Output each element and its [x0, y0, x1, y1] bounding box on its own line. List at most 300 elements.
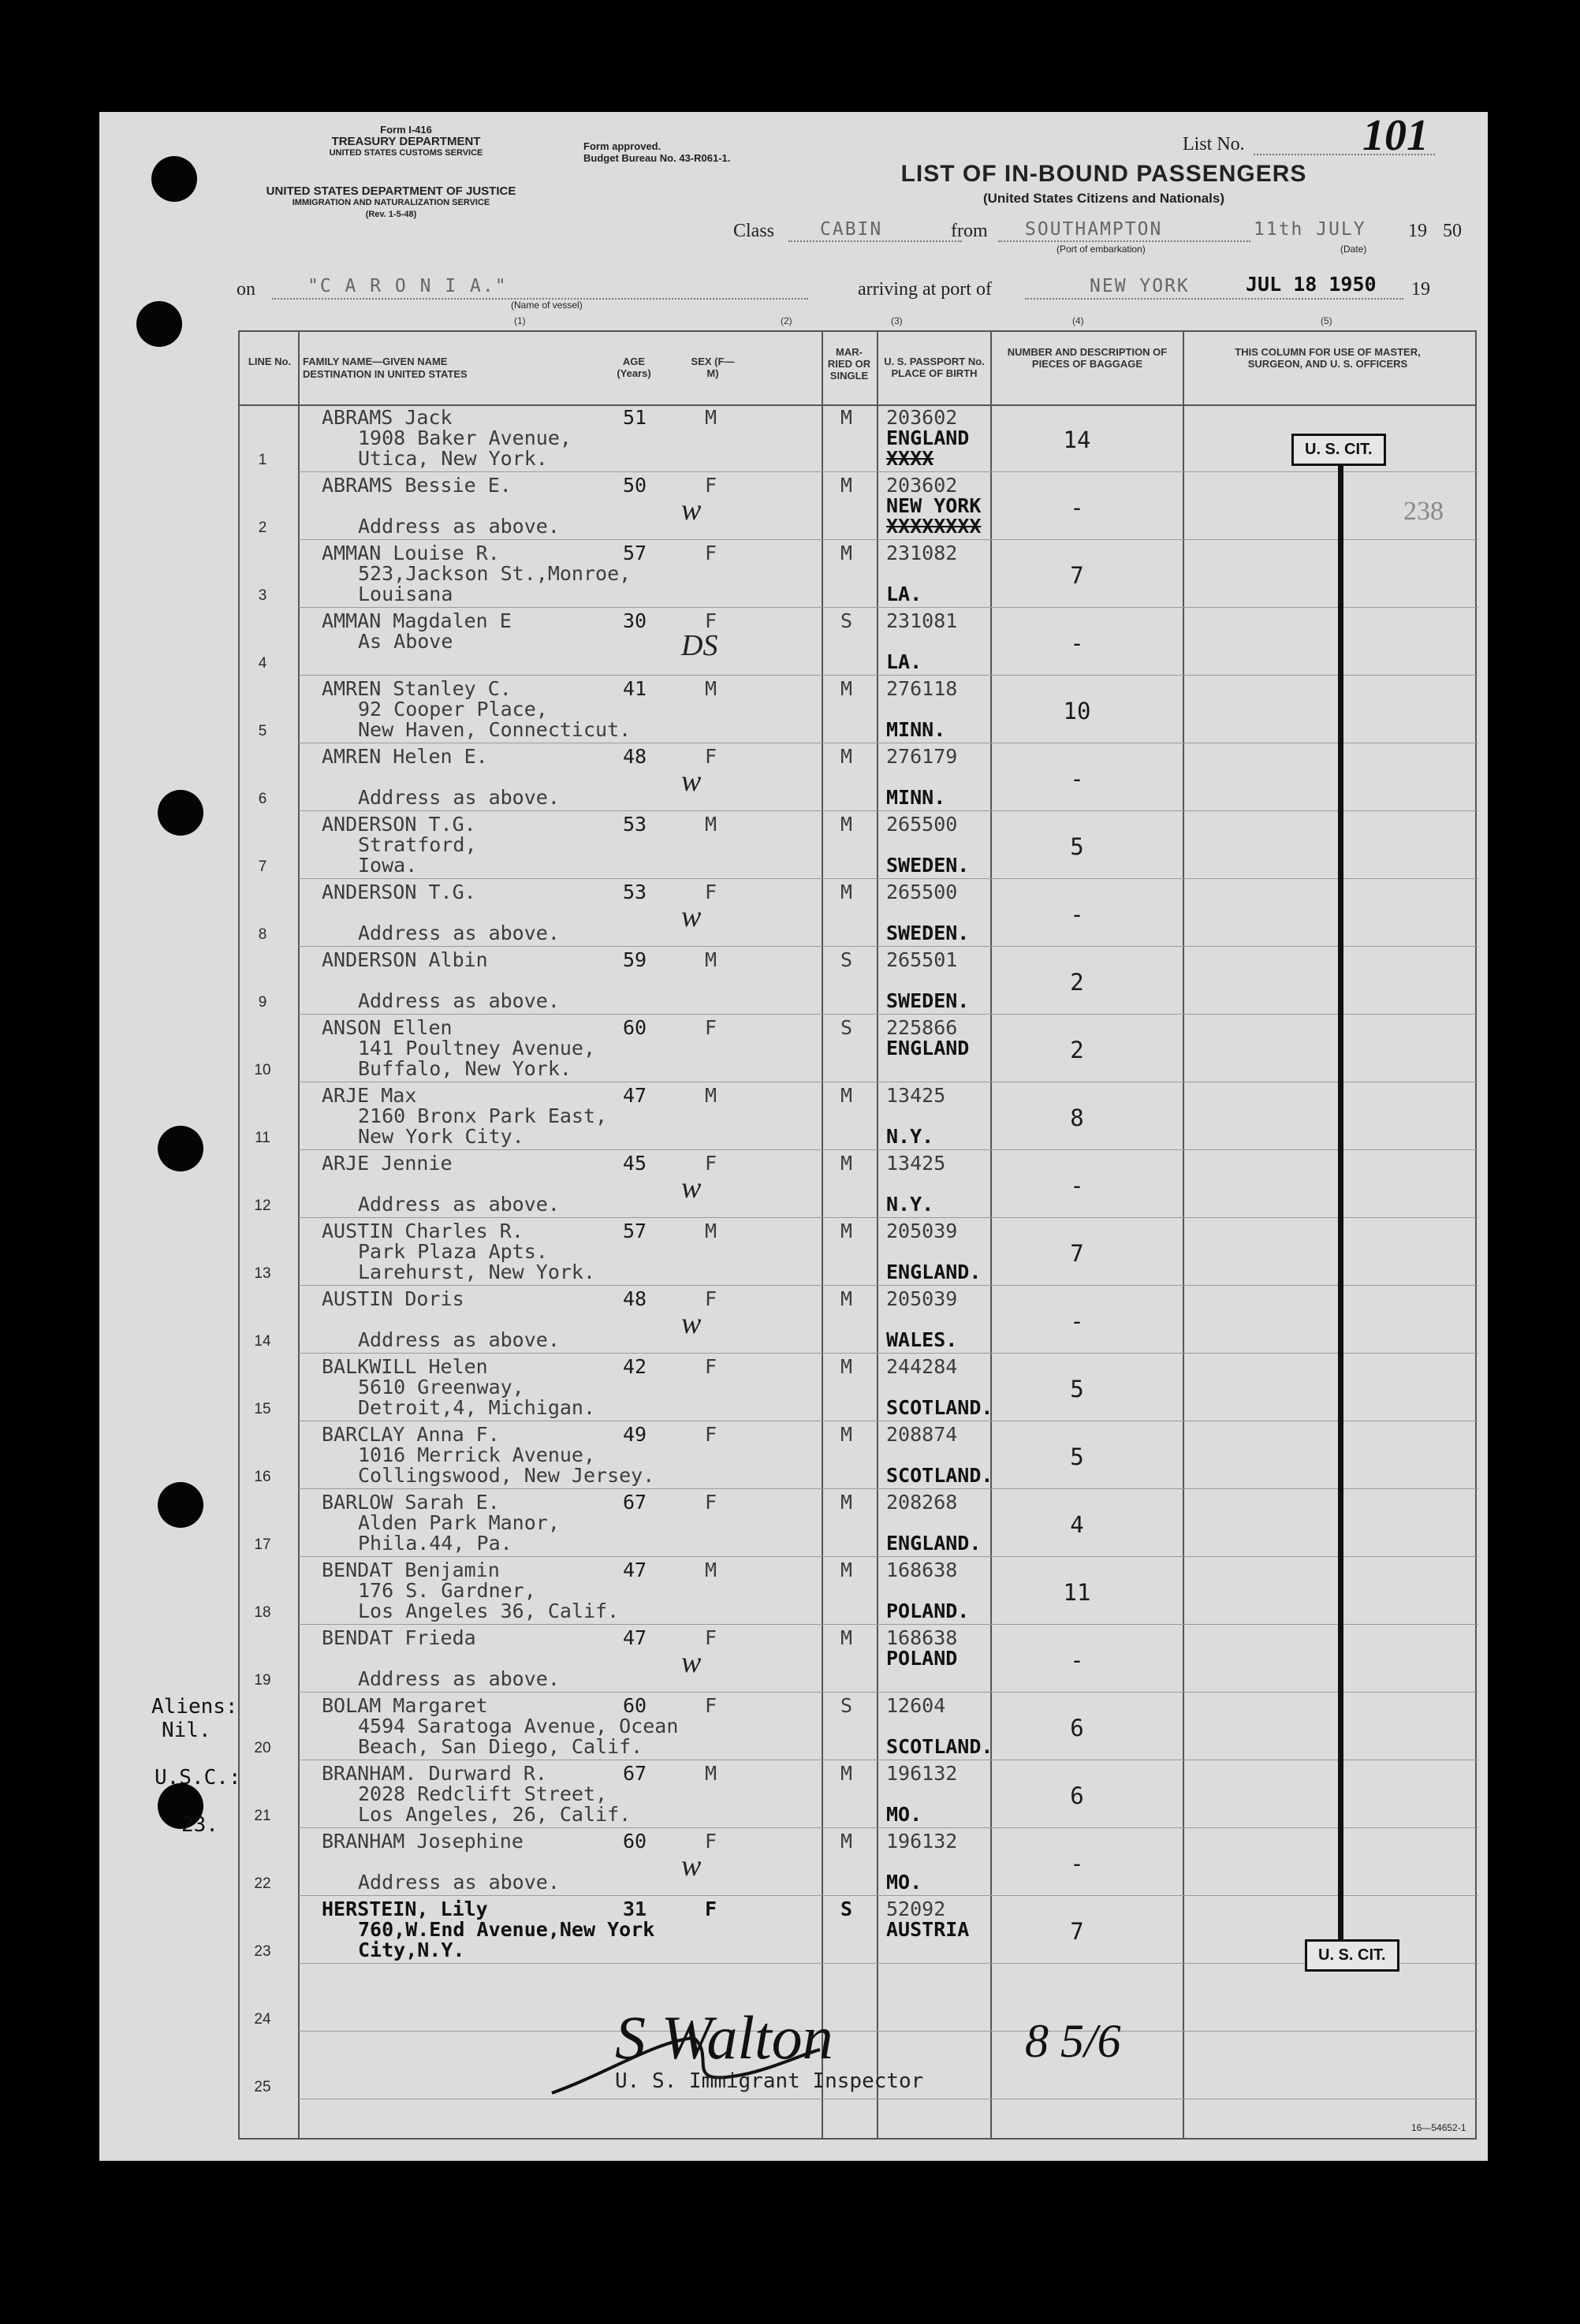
- usc-count: 23.: [181, 1813, 218, 1837]
- passenger-age: 60: [623, 1694, 647, 1717]
- passenger-age: 57: [623, 1220, 647, 1242]
- from-label: from: [951, 221, 988, 241]
- marital-status: M: [840, 1152, 853, 1175]
- passenger-name: BRANHAM Josephine: [322, 1830, 524, 1853]
- col-baggage: NUMBER AND DESCRIPTION OF PIECES OF BAGGAGE: [1007, 346, 1168, 370]
- passenger-age: 48: [623, 1287, 647, 1310]
- document-subtitle: (United States Citizens and Nationals): [982, 191, 1225, 206]
- passenger-name: ABRAMS Bessie E.: [322, 474, 512, 497]
- address-line-2: Address as above.: [358, 1667, 560, 1690]
- passenger-name: AMMAN Louise R.: [322, 542, 500, 564]
- col-family-name: FAMILY NAME—GIVEN NAME: [303, 356, 448, 367]
- passenger-age: 42: [623, 1355, 647, 1378]
- handwritten-mark: w: [681, 1307, 702, 1340]
- passport-number: 265500: [886, 881, 958, 903]
- arriving-label: arriving at port of: [858, 279, 992, 300]
- col-passport: U. S. PASSPORT No. PLACE OF BIRTH: [884, 356, 985, 379]
- place-of-birth: POLAND.: [886, 1600, 970, 1622]
- passenger-sex: M: [705, 1220, 717, 1242]
- baggage-count: 5: [1070, 833, 1084, 860]
- line-number: 16: [254, 1469, 271, 1485]
- form-number: Form I-416: [380, 124, 432, 136]
- baggage-count: -: [1070, 494, 1084, 521]
- table-row: [240, 1828, 1478, 1896]
- col-number: (3): [891, 315, 903, 326]
- passenger-sex: M: [705, 813, 717, 836]
- baggage-count: 6: [1070, 1782, 1084, 1809]
- marital-status: M: [840, 1287, 853, 1310]
- col-age: AGE (Years): [617, 356, 651, 379]
- baggage-count: 6: [1070, 1715, 1084, 1741]
- place-of-birth: NEW YORK: [886, 494, 982, 517]
- passenger-age: 50: [623, 474, 647, 497]
- passenger-age: 53: [623, 881, 647, 903]
- baggage-count: 7: [1070, 562, 1084, 589]
- marital-status: M: [840, 1423, 853, 1446]
- baggage-count: 10: [1063, 698, 1091, 724]
- vessel-name: "C A R O N I A.": [307, 276, 508, 296]
- table-row: [240, 1896, 1478, 1964]
- place-of-birth: MO.: [886, 1803, 922, 1826]
- passport-number: 52092: [886, 1898, 946, 1920]
- date-caption: (Date): [1340, 244, 1367, 255]
- marital-status: M: [840, 1626, 853, 1649]
- place-of-birth: ENGLAND: [886, 1037, 970, 1060]
- treasury-dept: TREASURY DEPARTMENT: [331, 135, 481, 148]
- passenger-sex: F: [705, 1287, 717, 1310]
- passenger-name: HERSTEIN, Lily: [322, 1898, 488, 1920]
- handwritten-mark: DS: [681, 629, 718, 662]
- passport-number: 208268: [886, 1491, 958, 1514]
- address-line-2: Louisana: [358, 583, 453, 605]
- passenger-age: 45: [623, 1152, 647, 1175]
- address-line-2: Address as above.: [358, 922, 560, 944]
- arrival-port: NEW YORK: [1090, 276, 1190, 296]
- address-line-2: New York City.: [358, 1125, 524, 1148]
- passenger-sex: F: [705, 1898, 717, 1920]
- table-row: [240, 1218, 1478, 1286]
- marital-status: M: [840, 1491, 853, 1514]
- signature-flourish: [544, 2026, 828, 2105]
- table-row: [240, 1557, 1478, 1625]
- passenger-sex: F: [705, 542, 717, 564]
- passenger-name: ANDERSON Albin: [322, 948, 488, 971]
- passenger-name: BENDAT Benjamin: [322, 1559, 500, 1581]
- document-title: LIST OF IN-BOUND PASSENGERS: [900, 161, 1307, 187]
- passenger-name: ANSON Ellen: [322, 1016, 453, 1039]
- passenger-name: ANDERSON T.G.: [322, 881, 476, 903]
- passenger-sex: F: [705, 1152, 717, 1175]
- passenger-age: 49: [623, 1423, 647, 1446]
- table-row: [240, 879, 1478, 947]
- address-line-1: 760,W.End Avenue,New York: [358, 1918, 655, 1941]
- passenger-name: BOLAM Margaret: [322, 1694, 488, 1717]
- passport-number: 196132: [886, 1830, 958, 1853]
- marital-status: S: [840, 1694, 853, 1717]
- passenger-name: BRANHAM. Durward R.: [322, 1762, 547, 1785]
- marital-status: M: [840, 406, 853, 429]
- place-of-birth: MINN.: [886, 718, 946, 741]
- passenger-sex: F: [705, 1491, 717, 1514]
- address-line-2: Iowa.: [358, 854, 418, 877]
- struck-text: XXXXXXXX: [886, 515, 982, 538]
- handwritten-mark: w: [681, 1849, 702, 1883]
- passenger-sex: F: [705, 1626, 717, 1649]
- address-line-2: Detroit,4, Michigan.: [358, 1396, 596, 1419]
- handwritten-mark: w: [681, 1646, 702, 1679]
- place-of-birth: ENGLAND: [886, 426, 970, 449]
- address-line-2: Address as above.: [358, 1328, 560, 1351]
- passenger-name: AMREN Helen E.: [322, 745, 488, 768]
- place-of-birth: SCOTLAND.: [886, 1396, 993, 1419]
- form-header-block: [315, 124, 497, 159]
- col-officers: THIS COLUMN FOR USE OF MASTER, SURGEON, AND U. S. OFFICERS: [1235, 346, 1421, 370]
- passenger-age: 67: [623, 1762, 647, 1785]
- marital-status: M: [840, 1220, 853, 1242]
- passenger-sex: F: [705, 1694, 717, 1717]
- table-row: [240, 472, 1478, 540]
- address-line-1: 2028 Redclift Street,: [358, 1782, 608, 1805]
- table-row: [240, 540, 1478, 608]
- passenger-name: ANDERSON T.G.: [322, 813, 476, 836]
- place-of-birth: SCOTLAND.: [886, 1464, 993, 1487]
- line-number: 2: [258, 520, 267, 536]
- form-approved: Form approved.: [583, 140, 661, 152]
- punch-hole: [158, 1482, 203, 1528]
- form-code: 16—54652-1: [1411, 2122, 1466, 2133]
- table-row: [240, 1082, 1478, 1150]
- aliens-label: Aliens:: [151, 1695, 238, 1719]
- passenger-name: BARLOW Sarah E.: [322, 1491, 500, 1514]
- line-number: 3: [258, 587, 267, 604]
- place-of-birth: LA.: [886, 650, 922, 673]
- col-number: (2): [781, 315, 792, 326]
- col-number: (1): [514, 315, 526, 326]
- marital-status: S: [840, 609, 853, 632]
- address-line-2: Address as above.: [358, 1193, 560, 1216]
- address-line-2: New Haven, Connecticut.: [358, 718, 632, 741]
- passport-number: 265501: [886, 948, 958, 971]
- address-line-2: Phila.44, Pa.: [358, 1532, 512, 1555]
- passport-number: 13425: [886, 1152, 946, 1175]
- line-number: 4: [258, 655, 267, 672]
- marital-status: S: [840, 1898, 853, 1920]
- passenger-sex: F: [705, 745, 717, 768]
- place-of-birth: MINN.: [886, 786, 946, 809]
- passenger-table: [238, 330, 1477, 2140]
- place-of-birth: MO.: [886, 1871, 922, 1894]
- passenger-sex: F: [705, 1016, 717, 1039]
- baggage-count: -: [1070, 901, 1084, 928]
- place-of-birth: SWEDEN.: [886, 922, 970, 944]
- col-married: MAR- RIED OR SINGLE: [827, 346, 871, 382]
- passenger-name: BENDAT Frieda: [322, 1626, 476, 1649]
- address-line-1: 2160 Bronx Park East,: [358, 1104, 608, 1127]
- port-line: [1025, 298, 1403, 300]
- address-line-2: Larehurst, New York.: [358, 1261, 596, 1283]
- passenger-sex: F: [705, 1355, 717, 1378]
- approval-block: [583, 140, 730, 164]
- passport-number: 276118: [886, 677, 958, 700]
- address-line-1: 1016 Merrick Avenue,: [358, 1443, 596, 1466]
- place-of-birth: SWEDEN.: [886, 854, 970, 877]
- justice-dept: UNITED STATES DEPARTMENT OF JUSTICE: [266, 184, 516, 198]
- passenger-sex: M: [705, 677, 717, 700]
- marital-status: M: [840, 677, 853, 700]
- passenger-name: ARJE Jennie: [322, 1152, 453, 1175]
- address-line-1: 92 Cooper Place,: [358, 698, 548, 721]
- baggage-count: 4: [1070, 1511, 1084, 1538]
- baggage-count: 5: [1070, 1443, 1084, 1470]
- struck-text: XXXX: [886, 447, 934, 470]
- passenger-name: BARCLAY Anna F.: [322, 1423, 500, 1446]
- passport-number: 244284: [886, 1355, 958, 1378]
- table-row: [240, 676, 1478, 743]
- place-of-birth: ENGLAND.: [886, 1261, 982, 1283]
- passport-number: 168638: [886, 1626, 958, 1649]
- uscit-bracket-line: [1338, 464, 1343, 1944]
- table-row: [240, 608, 1478, 676]
- line-number: 20: [254, 1740, 271, 1756]
- table-row: [240, 1760, 1478, 1828]
- address-line-2: Address as above.: [358, 515, 560, 538]
- baggage-count: 8: [1070, 1104, 1084, 1131]
- line-number: 12: [254, 1197, 271, 1214]
- address-line-1: 141 Poultney Avenue,: [358, 1037, 596, 1060]
- arrival-year-prefix: 19: [1411, 279, 1430, 300]
- date-year-prefix: 19: [1408, 221, 1427, 241]
- baggage-count: 14: [1063, 426, 1091, 453]
- marital-status: S: [840, 1016, 853, 1039]
- table-row: [240, 947, 1478, 1015]
- marital-status: M: [840, 745, 853, 768]
- passport-number: 203602: [886, 406, 958, 429]
- line-number: 21: [254, 1808, 271, 1824]
- address-line-2: City,N.Y.: [358, 1939, 465, 1961]
- handwritten-mark: w: [681, 493, 702, 527]
- port-caption: (Port of embarkation): [1056, 244, 1146, 255]
- table-row: [240, 1421, 1478, 1489]
- line-number: 17: [254, 1536, 271, 1553]
- passport-number: 225866: [886, 1016, 958, 1039]
- passport-number: 205039: [886, 1220, 958, 1242]
- col-number: (4): [1072, 315, 1084, 326]
- table-row: [240, 1693, 1478, 1760]
- line-number: 23: [254, 1943, 271, 1960]
- line-number: 13: [254, 1265, 271, 1282]
- passenger-sex: M: [705, 1559, 717, 1581]
- passenger-age: 67: [623, 1491, 647, 1514]
- address-line-2: Los Angeles, 26, Calif.: [358, 1803, 632, 1826]
- address-line-1: 5610 Greenway,: [358, 1376, 524, 1398]
- place-of-birth: ENGLAND.: [886, 1532, 982, 1555]
- passenger-age: 30: [623, 609, 647, 632]
- passenger-sex: M: [705, 1762, 717, 1785]
- customs-service: UNITED STATES CUSTOMS SERVICE: [329, 148, 483, 158]
- baggage-count: 7: [1070, 1918, 1084, 1945]
- line-number: 5: [258, 723, 267, 739]
- address-line-2: Beach, San Diego, Calif.: [358, 1735, 643, 1758]
- place-of-birth: AUSTRIA: [886, 1918, 970, 1941]
- table-row: [240, 1489, 1478, 1557]
- arrival-date-stamp: JUL 18 1950: [1246, 273, 1377, 296]
- baggage-count: 2: [1070, 1037, 1084, 1063]
- passport-number: 168638: [886, 1559, 958, 1581]
- baggage-count: -: [1070, 1850, 1084, 1877]
- passport-number: 265500: [886, 813, 958, 836]
- revision-date: (Rev. 1-5-48): [365, 210, 417, 219]
- marital-status: M: [840, 1084, 853, 1107]
- line-number: 14: [254, 1333, 271, 1350]
- col-destination: DESTINATION IN UNITED STATES: [303, 368, 468, 380]
- line-number: 1: [258, 452, 267, 468]
- on-label: on: [237, 279, 255, 300]
- budget-bureau: Budget Bureau No. 43-R061-1.: [583, 152, 731, 164]
- table-header: [240, 332, 1475, 406]
- class-label: Class: [733, 221, 775, 241]
- passport-number: 203602: [886, 474, 958, 497]
- line-number: 7: [258, 858, 267, 875]
- passport-number: 196132: [886, 1762, 958, 1785]
- aliens-value: Nil.: [162, 1719, 211, 1742]
- line-number: 22: [254, 1875, 271, 1892]
- address-line-2: Los Angeles 36, Calif.: [358, 1600, 620, 1622]
- baggage-total: 8 5/6: [1025, 2015, 1121, 2067]
- marital-status: M: [840, 1830, 853, 1853]
- class-line: [788, 240, 962, 242]
- address-line-1: 4594 Saratoga Avenue, Ocean: [358, 1715, 679, 1737]
- baggage-count: 7: [1070, 1240, 1084, 1267]
- passenger-age: 47: [623, 1626, 647, 1649]
- passenger-sex: F: [705, 1830, 717, 1853]
- passport-number: 12604: [886, 1694, 946, 1717]
- inspector-signature: S Walton: [615, 2003, 833, 2072]
- passenger-sex: F: [705, 881, 717, 903]
- passenger-age: 60: [623, 1830, 647, 1853]
- passenger-name: AMREN Stanley C.: [322, 677, 512, 700]
- line-number: 10: [254, 1062, 271, 1078]
- passport-number: 276179: [886, 745, 958, 768]
- passenger-age: 53: [623, 813, 647, 836]
- line-number: 9: [258, 994, 267, 1011]
- address-line-1: 1908 Baker Avenue,: [358, 426, 572, 449]
- passport-number: 208874: [886, 1423, 958, 1446]
- passenger-age: 31: [623, 1898, 647, 1920]
- list-no-label: List No.: [1183, 134, 1245, 155]
- date-year: 50: [1443, 221, 1462, 241]
- address-line-2: Address as above.: [358, 989, 560, 1012]
- passenger-name: AUSTIN Doris: [322, 1287, 464, 1310]
- line-number: 19: [254, 1672, 271, 1689]
- passport-number: 205039: [886, 1287, 958, 1310]
- address-line-1: 176 S. Gardner,: [358, 1579, 536, 1602]
- baggage-count: -: [1070, 765, 1084, 792]
- col-line-no: LINE No.: [248, 356, 292, 367]
- baggage-count: 2: [1070, 969, 1084, 996]
- passenger-age: 51: [623, 406, 647, 429]
- table-row: [240, 811, 1478, 879]
- address-line-2: Buffalo, New York.: [358, 1057, 572, 1080]
- passenger-sex: F: [705, 609, 717, 632]
- class-value: CABIN: [820, 219, 883, 240]
- marital-status: M: [840, 1762, 853, 1785]
- inspector-title: U. S. Immigrant Inspector: [615, 2069, 924, 2093]
- place-of-birth: LA.: [886, 583, 922, 605]
- baggage-count: -: [1070, 1172, 1084, 1199]
- line-number: 18: [254, 1604, 271, 1621]
- punch-hole: [158, 1126, 203, 1171]
- marital-status: M: [840, 1355, 853, 1378]
- passenger-sex: M: [705, 406, 717, 429]
- baggage-count: -: [1070, 630, 1084, 657]
- passenger-age: 60: [623, 1016, 647, 1039]
- from-line: [998, 240, 1250, 242]
- address-line-2: Utica, New York.: [358, 447, 548, 470]
- punch-hole: [136, 301, 182, 347]
- address-line-1: 523,Jackson St.,Monroe,: [358, 562, 632, 585]
- stamp-number-238: 238: [1403, 497, 1444, 526]
- place-of-birth: N.Y.: [886, 1193, 934, 1216]
- table-row: [240, 1015, 1478, 1082]
- passenger-age: 47: [623, 1084, 647, 1107]
- passenger-sex: F: [705, 1423, 717, 1446]
- place-of-birth: N.Y.: [886, 1125, 934, 1148]
- passenger-age: 57: [623, 542, 647, 564]
- usc-label: U.S.C.:: [155, 1766, 241, 1790]
- passport-number: 231081: [886, 609, 958, 632]
- baggage-count: -: [1070, 1647, 1084, 1674]
- passport-number: 231082: [886, 542, 958, 564]
- passenger-age: 47: [623, 1559, 647, 1581]
- col-number: (5): [1321, 315, 1332, 326]
- line-number: 11: [255, 1130, 270, 1146]
- date-value: 11th JULY: [1254, 219, 1366, 240]
- punch-hole: [158, 790, 203, 836]
- table-row: [240, 1150, 1478, 1218]
- handwritten-mark: w: [681, 765, 702, 798]
- address-line-1: Stratford,: [358, 833, 477, 856]
- passenger-name: AUSTIN Charles R.: [322, 1220, 524, 1242]
- punch-hole: [151, 156, 197, 202]
- ins-service: IMMIGRATION AND NATURALIZATION SERVICE: [292, 198, 490, 207]
- vessel-caption: (Name of vessel): [511, 300, 583, 311]
- address-line-1: As Above: [358, 630, 453, 653]
- handwritten-mark: w: [681, 900, 702, 933]
- marital-status: M: [840, 474, 853, 497]
- line-number: 6: [258, 791, 267, 807]
- baggage-count: 5: [1070, 1376, 1084, 1402]
- line-number: 25: [254, 2079, 271, 2095]
- place-of-birth: SCOTLAND.: [886, 1735, 993, 1758]
- passenger-name: BALKWILL Helen: [322, 1355, 488, 1378]
- passenger-age: 41: [623, 677, 647, 700]
- list-no-value: 101: [1362, 111, 1429, 160]
- passenger-name: AMMAN Magdalen E: [322, 609, 512, 632]
- address-line-2: Address as above.: [358, 1871, 560, 1894]
- baggage-count: -: [1070, 1308, 1084, 1335]
- table-row: [240, 1286, 1478, 1354]
- baggage-count: 11: [1063, 1579, 1091, 1606]
- table-row: [240, 1625, 1478, 1693]
- passenger-age: 59: [623, 948, 647, 971]
- table-row: [240, 1964, 1478, 2032]
- table-row: [240, 743, 1478, 811]
- from-value: SOUTHAMPTON: [1025, 219, 1163, 240]
- passport-number: 13425: [886, 1084, 946, 1107]
- address-line-2: Address as above.: [358, 786, 560, 809]
- passenger-sex: F: [705, 474, 717, 497]
- justice-block: [233, 185, 549, 221]
